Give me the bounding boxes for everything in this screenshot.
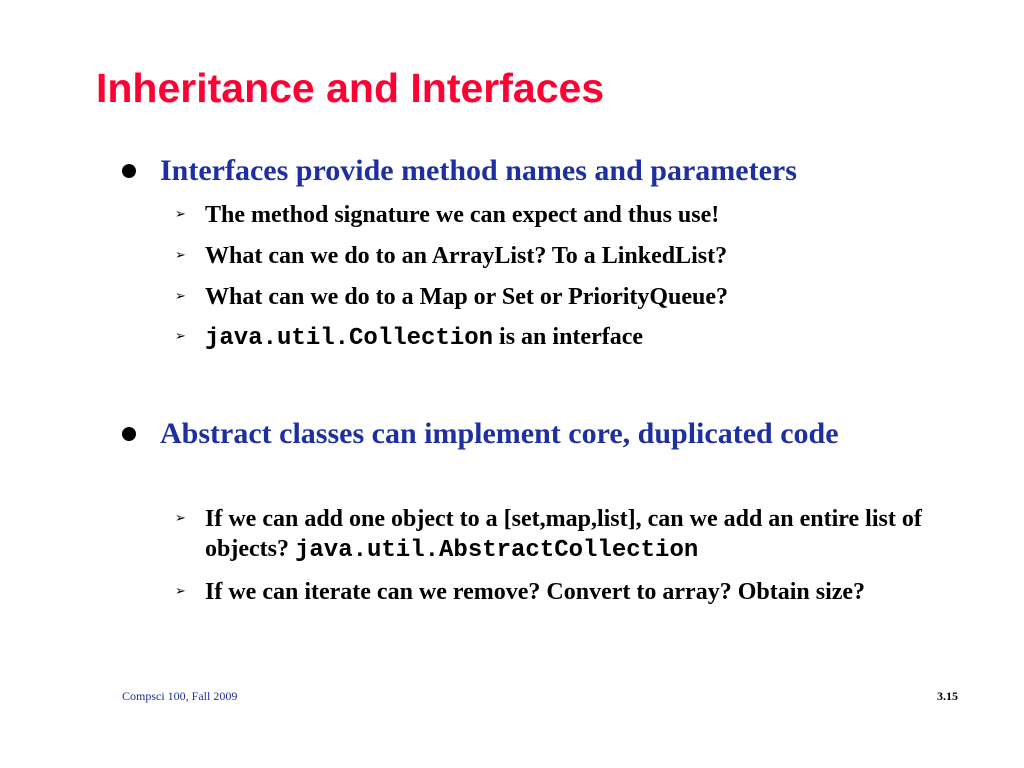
- sub-bullet-item: [175, 322, 975, 354]
- sub-bullet-item: [175, 282, 975, 312]
- footer-course: Compsci 100, Fall 2009: [122, 689, 238, 703]
- sub-bullet-text: What can we do to a Map or Set or PriorityQueue?: [205, 284, 729, 310]
- bullet-dot-icon: [122, 164, 136, 178]
- sub-bullet-item: [175, 200, 975, 230]
- arrowhead-bullet-icon: ➢: [175, 329, 186, 344]
- sub-bullet-text: The method signature we can expect and thus use!: [205, 202, 720, 228]
- arrowhead-bullet-icon: ➢: [175, 289, 186, 304]
- sub-bullet-text: is an interface: [493, 324, 644, 350]
- slide-title: Inheritance and Interfaces: [96, 65, 605, 111]
- sub-bullet-text: If we can add one object to a [set,map,list], can we add an entire list of objects?: [205, 506, 922, 562]
- bullet-item: [160, 152, 950, 190]
- code-text: java.util.Collection: [205, 325, 494, 352]
- bullet-dot-icon: [122, 427, 136, 441]
- bullet-text: Interfaces provide method names and parameters: [160, 154, 797, 187]
- sub-bullet-text: What can we do to an ArrayList? To a LinkedList?: [205, 243, 728, 269]
- sub-bullet-text: If we can iterate can we remove? Convert to array? Obtain size?: [205, 579, 866, 605]
- bullet-text: Abstract classes can implement core, duplicated code: [160, 417, 839, 450]
- arrowhead-bullet-icon: ➢: [175, 511, 186, 526]
- arrowhead-bullet-icon: ➢: [175, 207, 186, 222]
- sub-bullet-item: [175, 504, 975, 566]
- code-text: java.util.AbstractCollection: [294, 537, 699, 564]
- page-number: 3.15: [937, 689, 958, 703]
- arrowhead-bullet-icon: ➢: [175, 248, 186, 263]
- arrowhead-bullet-icon: ➢: [175, 584, 186, 599]
- bullet-item: [160, 415, 950, 453]
- sub-bullet-item: [175, 577, 975, 607]
- sub-bullet-item: [175, 241, 975, 271]
